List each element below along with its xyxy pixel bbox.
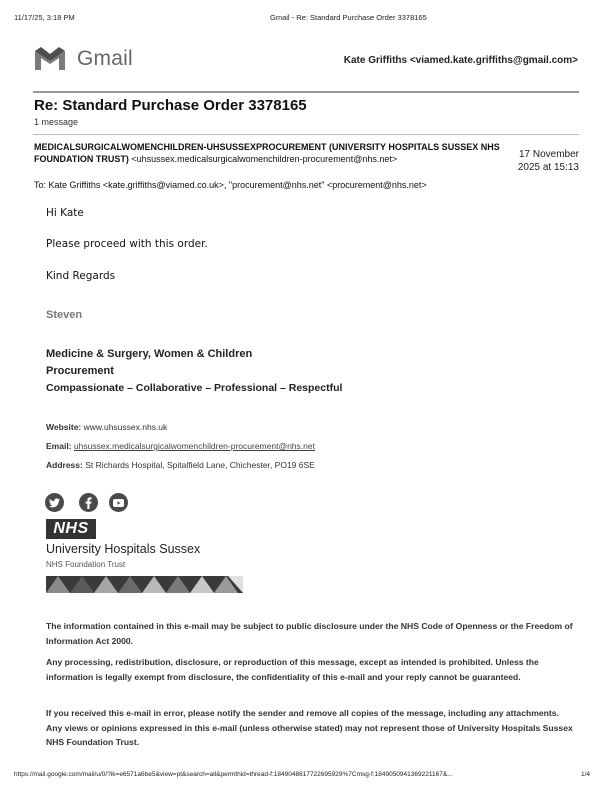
gmail-logo[interactable] <box>33 46 133 72</box>
body-closing: Kind Regards <box>46 270 116 282</box>
print-datetime: 11/17/25, 3:18 PM <box>14 13 75 22</box>
account-email: Kate Griffiths <viamed.kate.griffiths@gmail.com> <box>343 55 578 66</box>
thread-subject: Re: Standard Purchase Order 3378165 <box>34 97 307 114</box>
print-title: Gmail - Re: Standard Purchase Order 3378165 <box>270 13 427 22</box>
gmail-wordmark: Gmail <box>77 47 133 70</box>
facebook-icon[interactable] <box>79 493 98 512</box>
website-label: Website: <box>46 422 82 432</box>
email-line <box>46 441 315 451</box>
address-line <box>46 460 315 470</box>
message-count: 1 message <box>34 117 79 127</box>
twitter-icon[interactable] <box>45 493 64 512</box>
email-label: Email: <box>46 441 72 451</box>
nhs-logo: NHS <box>46 519 96 539</box>
youtube-icon[interactable] <box>109 493 128 512</box>
disclaimer-paragraph-3: If you received this e-mail in error, please notify the sender and remove all copies of the message, including any attachments. Any views or opinions expressed in this e-mail (unless otherwise stated) may not represent those of University Hospitals Sussex NHS Foundation Trust. <box>46 708 573 747</box>
website-link[interactable]: www.uhsussex.nhs.uk <box>83 422 168 432</box>
department-line2: Procurement <box>46 365 114 377</box>
sender <box>34 142 504 165</box>
organisation-name: University Hospitals Sussex <box>46 542 201 556</box>
body-text: Please proceed with this order. <box>46 238 208 250</box>
message-date-line1: 17 November <box>518 149 579 160</box>
website-line <box>46 422 167 432</box>
department-line1: Medicine & Surgery, Women & Children <box>46 348 253 360</box>
sender-name: MEDICALSURGICALWOMENCHILDREN-UHSUSSEXPROCUREMENT (UNIVERSITY HOSPITALS SUSSEX NHS FOUNDATION TRUST) <box>34 142 500 164</box>
decorative-pattern-band <box>46 576 243 593</box>
signature-tagline: Compassionate – Collaborative – Professional – Respectful <box>46 382 343 394</box>
disclaimer-paragraph-1: The information contained in this e-mail may be subject to public disclosure under the NHS Code of Openness or the Freedom of Information Act 2000. <box>46 621 573 646</box>
body-greeting: Hi Kate <box>46 207 84 219</box>
subject-divider <box>33 134 579 135</box>
signature-department <box>46 346 252 380</box>
message-date-line2: 2025 at 15:13 <box>517 162 579 173</box>
print-url: https://mail.google.com/mail/u/0/?ik=e6571a6be5&view=pt&search=all&permthid=thread-f:1849048617722695929%7Cmsg-f:1849050941369221167&... <box>14 771 453 778</box>
message-date <box>499 148 579 174</box>
disclaimer-paragraph-2: Any processing, redistribution, disclosure, or reproduction of this message, except as intended is prohibited. Unless the information is legally exempt from disclosure, the confidentiality of this e-mail and your reply cannot be guaranteed. <box>46 657 539 682</box>
email-link[interactable]: uhsussex.medicalsurgicalwomenchildren-procurement@nhs.net <box>73 441 315 451</box>
header-divider <box>33 91 579 93</box>
sender-address: <uhsussex.medicalsurgicalwomenchildren-procurement@nhs.net> <box>131 153 398 164</box>
print-page-number: 1/4 <box>580 771 590 778</box>
gmail-m-icon <box>33 46 67 72</box>
address-label: Address: <box>46 460 83 470</box>
address-text: St Richards Hospital, Spitalfield Lane, Chichester, PO19 6SE <box>85 460 315 470</box>
organisation-subtitle: NHS Foundation Trust <box>46 560 126 569</box>
signature-name: Steven <box>46 309 83 321</box>
recipients: To: Kate Griffiths <kate.griffiths@viamed.co.uk>, "procurement@nhs.net" <procurement@nhs.net> <box>34 180 427 190</box>
